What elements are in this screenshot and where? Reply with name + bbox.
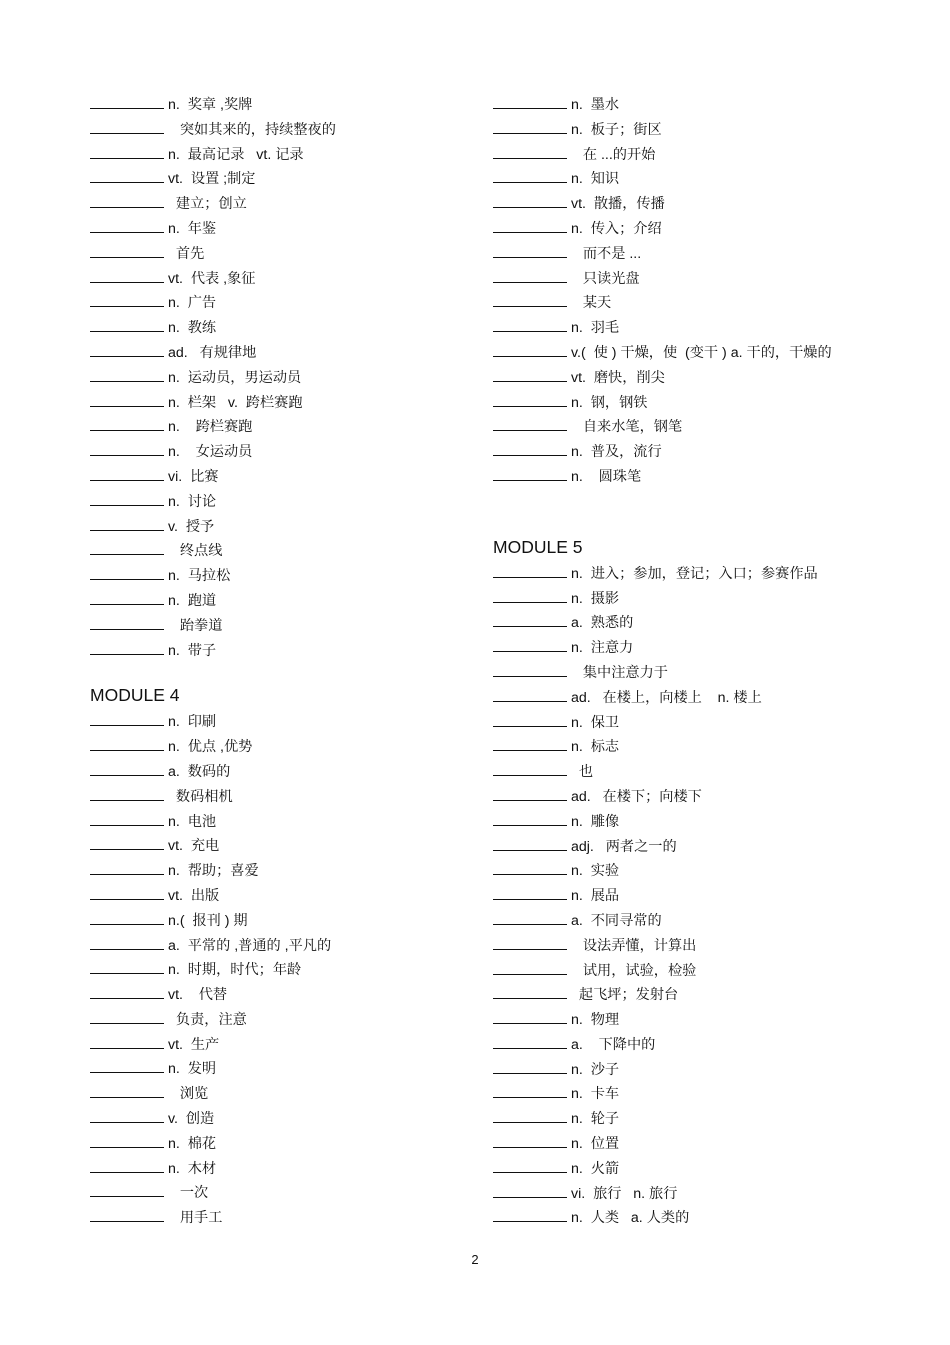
answer-blank[interactable] <box>493 231 567 233</box>
answer-blank[interactable] <box>90 603 164 605</box>
answer-blank[interactable] <box>90 724 164 726</box>
vocab-item <box>90 93 470 118</box>
vocab-item <box>493 242 913 267</box>
answer-blank[interactable] <box>90 1096 164 1098</box>
answer-blank[interactable] <box>90 107 164 109</box>
answer-blank[interactable] <box>90 1146 164 1148</box>
answer-blank[interactable] <box>493 625 567 627</box>
vocab-item <box>90 1181 470 1206</box>
vocab-item <box>90 316 470 341</box>
definition-text: 自来水笔，钢笔 <box>571 419 683 436</box>
answer-blank[interactable] <box>90 454 164 456</box>
definition-text: vt. 代替 <box>168 987 228 1004</box>
answer-blank[interactable] <box>90 749 164 751</box>
vocab-item <box>493 1008 913 1033</box>
answer-blank[interactable] <box>90 628 164 630</box>
vocab-item <box>90 639 470 664</box>
vocab-item <box>493 341 913 366</box>
answer-blank[interactable] <box>90 181 164 183</box>
vocab-item <box>90 735 470 760</box>
vocab-item <box>90 192 470 217</box>
definition-text: v.( 使 ) 干燥，使 (变干 ) a. 干的，干燥的 <box>571 344 832 361</box>
answer-blank[interactable] <box>493 132 567 134</box>
vocab-item <box>90 589 470 614</box>
answer-blank[interactable] <box>90 355 164 357</box>
vocab-item <box>493 959 913 984</box>
answer-blank[interactable] <box>493 157 567 159</box>
vocab-item <box>90 1057 470 1082</box>
definition-text: n. 跑道 <box>168 592 217 609</box>
answer-blank[interactable] <box>90 330 164 332</box>
vocab-item <box>90 760 470 785</box>
definition-text: vt. 磨快，削尖 <box>571 369 665 386</box>
definition-text: 在 ...的开始 <box>571 146 656 163</box>
vocab-item <box>493 562 913 587</box>
answer-blank[interactable] <box>90 380 164 382</box>
definition-text: vt. 散播，传播 <box>571 196 665 213</box>
answer-blank[interactable] <box>493 1220 567 1222</box>
vocab-item <box>493 440 913 465</box>
definition-text: n. 轮子 <box>571 1111 620 1128</box>
definition-text: ad. 在楼下；向楼下 <box>571 788 702 805</box>
definition-text: n. 奖章 ,奖牌 <box>168 97 253 113</box>
vocab-item <box>493 636 913 661</box>
vocab-item <box>493 611 913 636</box>
answer-blank[interactable] <box>90 479 164 481</box>
answer-blank[interactable] <box>90 1022 164 1024</box>
vocab-item <box>493 93 913 118</box>
vocab-item <box>493 391 913 416</box>
definition-text: 跆拳道 <box>168 617 223 634</box>
definition-text: n. 讨论 <box>168 493 217 510</box>
answer-blank[interactable] <box>493 1072 567 1074</box>
answer-blank[interactable] <box>493 256 567 258</box>
definition-text: vt. 出版 <box>168 887 220 904</box>
vocab-item <box>493 192 913 217</box>
definition-text: n. 卡车 <box>571 1086 620 1103</box>
vocab-item <box>493 735 913 760</box>
definition-text: n. 棉花 <box>168 1135 217 1152</box>
definition-text: 而不是 ... <box>571 245 642 262</box>
answer-blank[interactable] <box>90 848 164 850</box>
definition-text: n. 跨栏赛跑 <box>168 419 253 436</box>
answer-blank[interactable] <box>493 650 567 652</box>
definition-text: 负责，注意 <box>168 1011 247 1028</box>
answer-blank[interactable] <box>90 774 164 776</box>
definition-text: 建立；创立 <box>168 196 247 213</box>
vocab-item <box>493 661 913 686</box>
definition-text: v. 授予 <box>168 518 215 535</box>
vocab-item <box>493 587 913 612</box>
vocab-item <box>90 242 470 267</box>
answer-blank[interactable] <box>493 1047 567 1049</box>
definition-text: n. 栏架 v. 跨栏赛跑 <box>168 394 303 411</box>
definition-text: adj. 两者之一的 <box>571 838 677 855</box>
vocab-item <box>493 810 913 835</box>
answer-blank[interactable] <box>493 330 567 332</box>
answer-blank[interactable] <box>493 1121 567 1123</box>
vocab-item <box>493 366 913 391</box>
vocab-item <box>90 1033 470 1058</box>
vocab-item <box>90 167 470 192</box>
vocab-item <box>493 859 913 884</box>
definition-text: n. 时期，时代；年龄 <box>168 962 302 979</box>
definition-text: n. 沙子 <box>571 1061 620 1078</box>
definition-text: n. 标志 <box>571 739 620 756</box>
vocab-item <box>493 909 913 934</box>
definition-text: vt. 代表 ,象征 <box>168 270 256 287</box>
module-heading: MODULE 4 <box>90 685 180 706</box>
vocab-item <box>90 291 470 316</box>
answer-blank[interactable] <box>90 405 164 407</box>
definition-text: vt. 充电 <box>168 838 220 855</box>
definition-text: a. 不同寻常的 <box>571 912 662 929</box>
vocab-item <box>90 440 470 465</box>
vocab-item <box>493 267 913 292</box>
vocab-item <box>90 118 470 143</box>
definition-text: n. 电池 <box>168 813 217 830</box>
answer-blank[interactable] <box>493 1146 567 1148</box>
definition-text: 试用，试验，检验 <box>571 962 697 979</box>
vocab-item <box>90 1082 470 1107</box>
definition-text: n. 位置 <box>571 1136 620 1153</box>
definition-text: vi. 比赛 <box>168 468 219 485</box>
answer-blank[interactable] <box>90 1220 164 1222</box>
definition-text: 用手工 <box>168 1210 223 1227</box>
vocab-item <box>90 366 470 391</box>
answer-blank[interactable] <box>493 1096 567 1098</box>
vocab-item <box>493 1132 913 1157</box>
definition-text: vt. 设置 ;制定 <box>168 171 256 188</box>
vocab-item <box>90 490 470 515</box>
answer-blank[interactable] <box>493 576 567 578</box>
answer-blank[interactable] <box>90 923 164 925</box>
answer-blank[interactable] <box>90 132 164 134</box>
vocab-item <box>493 686 913 711</box>
answer-blank[interactable] <box>90 578 164 580</box>
vocab-item <box>90 958 470 983</box>
answer-blank[interactable] <box>493 973 567 975</box>
answer-blank[interactable] <box>90 653 164 655</box>
vocab-item <box>493 711 913 736</box>
vocab-item <box>493 1206 913 1231</box>
vocab-item <box>493 835 913 860</box>
answer-blank[interactable] <box>493 873 567 875</box>
vocab-item <box>493 167 913 192</box>
vocab-item <box>90 810 470 835</box>
answer-blank[interactable] <box>90 948 164 950</box>
vocab-item <box>90 267 470 292</box>
definition-text: 集中注意力于 <box>571 664 668 681</box>
answer-blank[interactable] <box>493 725 567 727</box>
answer-blank[interactable] <box>493 774 567 776</box>
definition-text: a. 熟悉的 <box>571 615 634 632</box>
definition-text: a. 数码的 <box>168 763 231 780</box>
vocab-item <box>90 1008 470 1033</box>
answer-blank[interactable] <box>493 405 567 407</box>
answer-blank[interactable] <box>90 429 164 431</box>
answer-blank[interactable] <box>90 1195 164 1197</box>
answer-blank[interactable] <box>493 948 567 950</box>
answer-blank[interactable] <box>493 479 567 481</box>
answer-blank[interactable] <box>90 1121 164 1123</box>
answer-blank[interactable] <box>90 1071 164 1073</box>
definition-text: v. 创造 <box>168 1111 215 1128</box>
answer-blank[interactable] <box>90 997 164 999</box>
definition-text: n. 广告 <box>168 295 217 312</box>
definition-text: 浏览 <box>168 1086 209 1103</box>
definition-text: n. 墨水 <box>571 97 620 113</box>
definition-text: 也 <box>571 764 594 781</box>
vocab-item <box>493 884 913 909</box>
vocab-item <box>90 983 470 1008</box>
vocab-item <box>493 1033 913 1058</box>
answer-blank[interactable] <box>493 749 567 751</box>
definition-text: n. 进入；参加，登记；入口；参赛作品 <box>571 565 818 582</box>
definition-text: n. 钢，钢铁 <box>571 394 648 411</box>
definition-text: n. 展品 <box>571 888 620 905</box>
answer-blank[interactable] <box>493 305 567 307</box>
answer-blank[interactable] <box>493 380 567 382</box>
definition-text: n. 摄影 <box>571 590 620 607</box>
vocab-item <box>493 1182 913 1207</box>
definition-text: n. 带子 <box>168 642 217 659</box>
vocab-item <box>493 760 913 785</box>
vocab-item <box>90 1107 470 1132</box>
vocab-item <box>90 564 470 589</box>
vocab-item <box>90 415 470 440</box>
definition-text: 某天 <box>571 295 612 312</box>
answer-blank[interactable] <box>90 256 164 258</box>
vocab-item <box>493 785 913 810</box>
definition-text: n. 羽毛 <box>571 320 620 337</box>
vocab-item <box>493 217 913 242</box>
answer-blank[interactable] <box>493 601 567 603</box>
definition-text: 起飞坪；发射台 <box>571 987 679 1004</box>
answer-blank[interactable] <box>493 700 567 702</box>
answer-blank[interactable] <box>493 107 567 109</box>
definition-text: n.( 报刊 ) 期 <box>168 912 248 929</box>
definition-text: n. 雕像 <box>571 813 620 830</box>
answer-blank[interactable] <box>90 281 164 283</box>
definition-text: n. 优点 ,优势 <box>168 739 253 756</box>
definition-text: n. 注意力 <box>571 640 634 657</box>
answer-blank[interactable] <box>493 1196 567 1198</box>
answer-blank[interactable] <box>90 157 164 159</box>
definition-text: n. 保卫 <box>571 714 620 731</box>
definition-text: n. 人类 a. 人类的 <box>571 1210 690 1227</box>
answer-blank[interactable] <box>493 206 567 208</box>
vocab-item <box>90 217 470 242</box>
vocab-item <box>493 465 913 490</box>
definition-text: n. 女运动员 <box>168 444 253 461</box>
vocab-item <box>90 143 470 168</box>
vocab-item <box>90 614 470 639</box>
answer-blank[interactable] <box>493 675 567 677</box>
definition-text: n. 物理 <box>571 1012 620 1029</box>
vocab-item <box>493 291 913 316</box>
definition-text: vt. 生产 <box>168 1036 220 1053</box>
vocab-item <box>493 316 913 341</box>
vocab-item <box>493 415 913 440</box>
vocab-item <box>90 515 470 540</box>
answer-blank[interactable] <box>90 504 164 506</box>
vocab-item <box>493 118 913 143</box>
vocab-item <box>90 465 470 490</box>
definition-text: 终点线 <box>168 543 223 560</box>
vocab-item <box>90 834 470 859</box>
answer-blank[interactable] <box>493 1022 567 1024</box>
definition-text: n. 圆珠笔 <box>571 468 642 485</box>
vocab-item <box>90 1132 470 1157</box>
definition-text: n. 最高记录 vt. 记录 <box>168 146 304 163</box>
vocab-item <box>90 884 470 909</box>
answer-blank[interactable] <box>493 849 567 851</box>
vocab-item <box>493 1058 913 1083</box>
definition-text: n. 普及，流行 <box>571 444 662 461</box>
page-number: 2 <box>471 1252 479 1267</box>
definition-text: ad. 有规律地 <box>168 344 257 361</box>
definition-text: n. 知识 <box>571 171 620 188</box>
vocab-item <box>493 143 913 168</box>
answer-blank[interactable] <box>493 1171 567 1173</box>
answer-blank[interactable] <box>90 1047 164 1049</box>
answer-blank[interactable] <box>493 355 567 357</box>
answer-blank[interactable] <box>90 305 164 307</box>
definition-text: n. 马拉松 <box>168 568 231 585</box>
definition-text: n. 教练 <box>168 320 217 337</box>
answer-blank[interactable] <box>90 898 164 900</box>
vocab-item <box>493 934 913 959</box>
vocab-item <box>90 539 470 564</box>
module-heading: MODULE 5 <box>493 536 583 557</box>
vocab-item <box>90 341 470 366</box>
vocab-item <box>90 909 470 934</box>
vocab-item <box>90 785 470 810</box>
answer-blank[interactable] <box>493 799 567 801</box>
definition-text: n. 年鉴 <box>168 220 217 237</box>
definition-text: 一次 <box>168 1185 209 1202</box>
vocab-item <box>90 1157 470 1182</box>
answer-blank[interactable] <box>493 898 567 900</box>
definition-text: 数码相机 <box>168 788 233 805</box>
answer-blank[interactable] <box>493 429 567 431</box>
vocab-item <box>90 859 470 884</box>
vocab-item <box>493 1107 913 1132</box>
definition-text: n. 印刷 <box>168 714 217 731</box>
answer-blank[interactable] <box>493 454 567 456</box>
answer-blank[interactable] <box>90 206 164 208</box>
answer-blank[interactable] <box>90 799 164 801</box>
answer-blank[interactable] <box>493 824 567 826</box>
answer-blank[interactable] <box>90 873 164 875</box>
definition-text: vi. 旅行 n. 旅行 <box>571 1185 678 1202</box>
answer-blank[interactable] <box>90 972 164 974</box>
vocab-item <box>493 1157 913 1182</box>
answer-blank[interactable] <box>493 281 567 283</box>
answer-blank[interactable] <box>493 181 567 183</box>
definition-text: 设法弄懂，计算出 <box>571 937 697 954</box>
definition-text: n. 实验 <box>571 863 620 880</box>
answer-blank[interactable] <box>90 1171 164 1173</box>
definition-text: a. 平常的 ,普通的 ,平凡的 <box>168 937 332 954</box>
definition-text: 只读光盘 <box>571 270 640 287</box>
definition-text: n. 板子；街区 <box>571 121 662 138</box>
definition-text: n. 传入；介绍 <box>571 220 662 237</box>
vocab-item <box>90 934 470 959</box>
answer-blank[interactable] <box>493 923 567 925</box>
vocab-item <box>90 391 470 416</box>
definition-text: ad. 在楼上，向楼上 n. 楼上 <box>571 689 762 706</box>
answer-blank[interactable] <box>90 824 164 826</box>
vocab-item <box>493 983 913 1008</box>
definition-text: 突如其来的，持续整夜的 <box>168 121 336 138</box>
left-column <box>90 93 470 1231</box>
definition-text: 首先 <box>168 245 205 262</box>
vocab-item <box>90 1206 470 1231</box>
definition-text: a. 下降中的 <box>571 1036 656 1053</box>
vocab-item <box>493 1082 913 1107</box>
definition-text: n. 木材 <box>168 1160 217 1177</box>
definition-text: n. 运动员，男运动员 <box>168 369 302 386</box>
answer-blank[interactable] <box>493 997 567 999</box>
answer-blank[interactable] <box>90 553 164 555</box>
answer-blank[interactable] <box>90 231 164 233</box>
right-column <box>493 93 913 1231</box>
definition-text: n. 发明 <box>168 1061 217 1078</box>
definition-text: n. 火箭 <box>571 1160 620 1177</box>
answer-blank[interactable] <box>90 529 164 531</box>
definition-text: n. 帮助；喜爱 <box>168 863 259 880</box>
vocab-item <box>90 710 470 735</box>
